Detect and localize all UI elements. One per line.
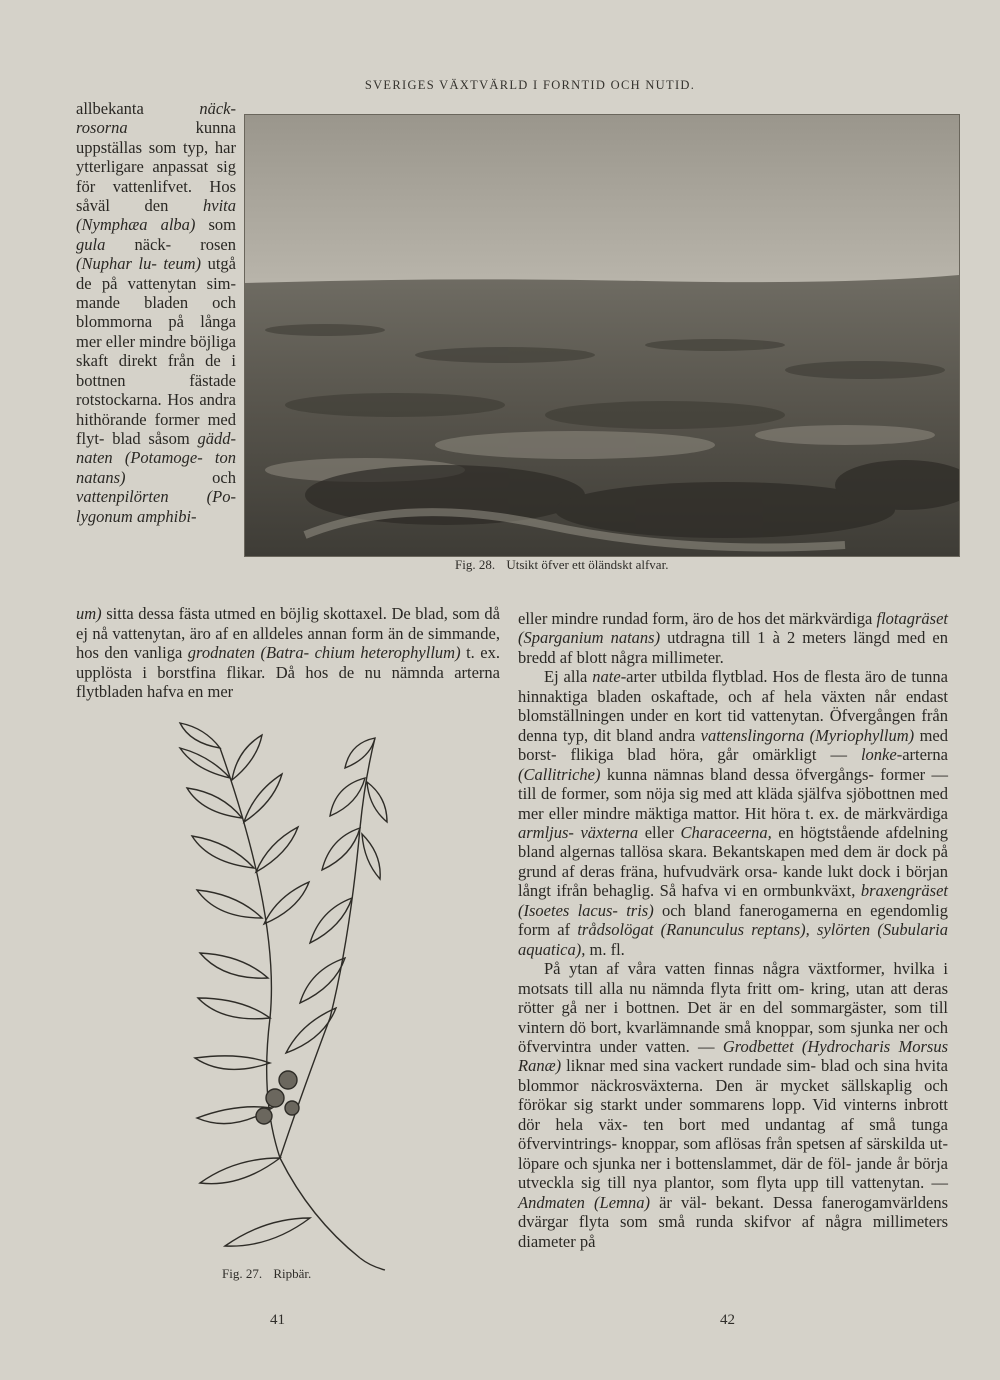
text-run: en högtstående afdelning bland algernas tallösa skara. Bekantskapen med dem är dock på grund af deras fräna, hufvudvärk orsa- kande lukt dock i början långt ifrån behaglig. Så hafva vi en ormbunkväxt, <box>518 822 948 901</box>
figure-27-text: Ripbär. <box>273 1266 312 1281</box>
text-run: um) <box>76 604 102 623</box>
text-run: lonke <box>860 745 897 765</box>
text-run: Characeerna, <box>680 822 772 842</box>
text-run: -arterna <box>896 745 948 765</box>
text-run: hvita (Nymphæa alba) <box>76 196 236 235</box>
text-run: allbekanta <box>76 99 200 118</box>
right-paragraph-1 <box>518 609 948 667</box>
page-number-right: 42 <box>720 1312 735 1328</box>
running-head: SVERIGES VÄXTVÄRLD I FORNTID OCH NUTID. <box>364 78 696 92</box>
right-paragraph-2 <box>518 667 948 959</box>
text-run: armljus- växterna <box>518 822 639 842</box>
text-run: (Nuphar lu- teum) <box>76 254 201 274</box>
text-run: kunna nämnas bland dessa öfvergångs- former — till de former, som nöja sig med att kläda själfva sjöbottnen med mer eller mindre mäktiga mattor. Hit höra t. ex. de märkvärdiga <box>518 764 948 823</box>
figure-28-text: Utsikt öfver ett öländskt alfvar. <box>506 557 669 572</box>
text-run: Andmaten (Lemna) <box>518 1192 650 1212</box>
text-run: Ej alla <box>544 667 593 687</box>
text-run: -arter utbilda flytblad. Hos de flesta äro de tunna hinnaktiga bladen oskaftade, och af hela växten når endast blomställningen under en kort tid vattenytan. Öfvergången från denna typ, dit bland andra <box>518 667 948 745</box>
text-run: nate <box>592 667 621 687</box>
text-run: På ytan af våra vatten finnas några växtformer, hvilka i motsats till alla nu nämnda flyta fritt om- kring, utan att deras rötter gå ner i bottnen. Det är en del sommargäster, som till vintern dö bort, kvarlämnande små knoppar, som sjunka ner och öfvervintra under vatten. — <box>518 959 948 1056</box>
text-run: gädd- naten (Potamoge- ton natans) <box>76 428 236 487</box>
text-run: utgå de på vattenytan sim- mande bladen och blommorna på långa mer eller mindre böjliga skaft direkt från de i bottnen fästade rotstockarna. Hos andra hithörande former med flyt- blad såsom <box>76 254 236 448</box>
text-run: t. ex. upplösta i borstfina flikar. Då hos de nu nämnda arterna flytbladen hafva en mer <box>76 643 500 702</box>
left-narrow-paragraph <box>76 99 236 526</box>
left-bottom-paragraph <box>76 604 500 702</box>
text-run: som <box>195 215 236 235</box>
text-run: sitta dessa fästa utmed en böjlig skottaxel. De blad, som då ej nå vattenytan, äro af en alldeles annan form än de simmande, hos den vanliga <box>76 604 500 663</box>
figure-27-label: Fig. 27. <box>222 1266 263 1281</box>
text-run: eller mindre rundad form, äro de hos det märkvärdiga <box>518 609 877 628</box>
text-run: gula <box>76 234 106 254</box>
figure-27-caption <box>222 1266 422 1282</box>
left-column-continuation <box>76 604 500 702</box>
right-column <box>518 609 948 1251</box>
text-run: och <box>125 467 236 487</box>
right-paragraph-3 <box>518 959 948 1251</box>
text-run: trådsolögat (Ranunculus reptans), sylörten (Subularia aquatica), <box>518 920 948 959</box>
text-run: m. fl. <box>585 939 625 959</box>
text-run: braxengräset (Isoetes lacus- tris) <box>518 881 948 920</box>
text-run: med borst- flikiga blad höra, går omärkligt — <box>518 725 949 765</box>
ripbar-plant-illustration <box>160 718 390 1280</box>
alvar-landscape-photo <box>244 114 960 557</box>
text-run: och bland fanerogamerna en egendomlig form af <box>518 900 948 940</box>
text-run: kunna uppställas som typ, har ytterligare anpassat sig för vattenlifvet. Hos såväl den <box>76 118 236 216</box>
text-run: liknar med sina vackert rundade sim- blad och sina hvita blommor näckrosväxterna. Den är mycket sällskaplig och förökar sig starkt under sommarens lopp. Vid vinterns inbrott dör hela väx- ten bort med undantag af små tunga öfvervintrings- knoppar, som aflösas från spetsen af särskilda ut- löpare och sjunka ner i bottenslammet, där de föl- jande år börja utveckla sig till nya plantor, som flyta upp till vattenytan. — <box>518 1056 948 1193</box>
figure-28-label: Fig. 28. <box>455 557 496 572</box>
text-run: Grodbettet (Hydrocharis Morsus Ranæ) <box>518 1036 948 1076</box>
text-run: vattenslingorna (Myriophyllum) <box>700 725 915 745</box>
text-run: grodnaten (Batra- chium heterophyllum) <box>187 643 461 663</box>
text-run: flotagräset (Sparganium natans) <box>518 609 948 648</box>
text-run: utdragna till 1 à 2 meters längd med en bredd af blott några millimeter. <box>518 628 948 667</box>
text-run: näck- rosen <box>105 234 236 254</box>
page-number-left: 41 <box>270 1312 285 1328</box>
text-run: vattenpilörten (Po- lygonum amphibi- <box>76 487 236 526</box>
text-run: näck- rosorna <box>76 99 236 138</box>
text-run: (Callitriche) <box>518 764 601 784</box>
text-run: är väl- bekant. Dessa fanerogamvärldens dvärgar flyta som små runda skifvor af några millimeters diameter på <box>518 1192 948 1251</box>
figure-28-caption <box>455 557 875 573</box>
left-column-narrow <box>76 99 236 526</box>
text-run: eller <box>638 822 681 842</box>
